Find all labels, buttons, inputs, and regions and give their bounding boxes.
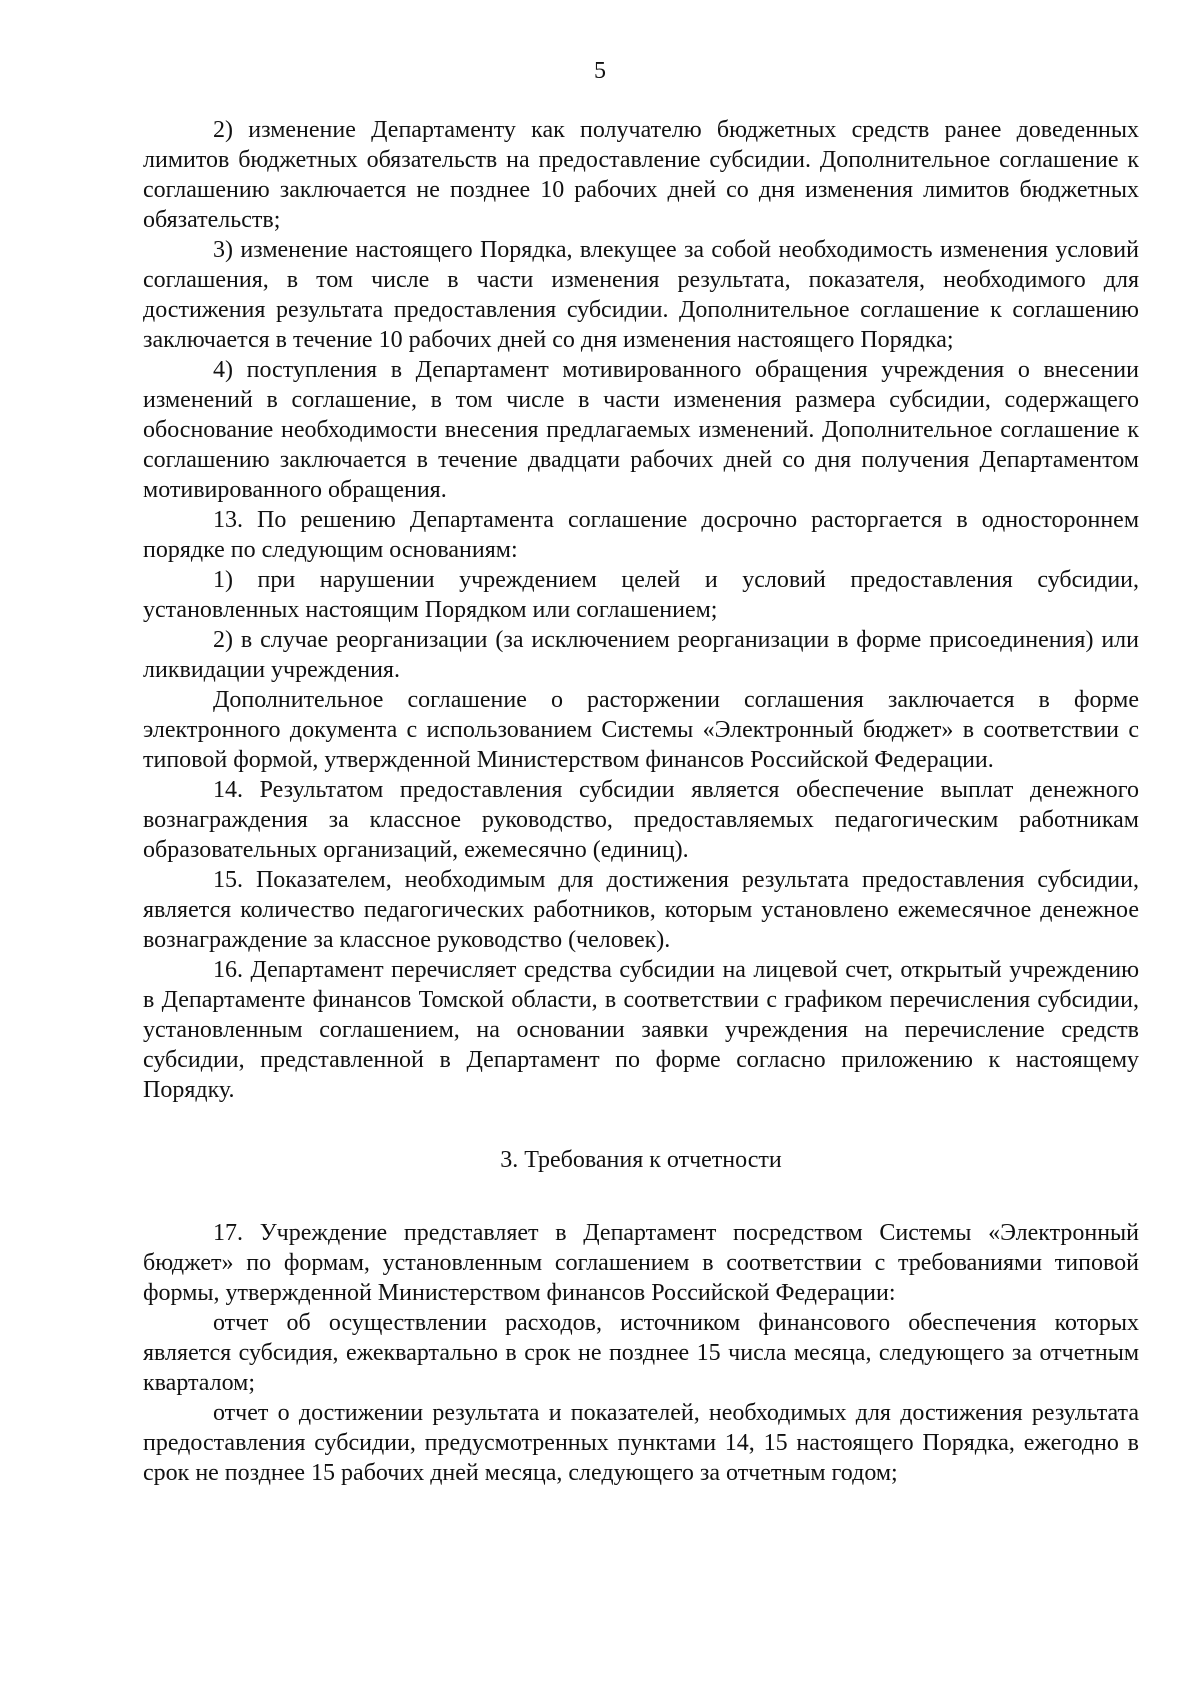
page-number: 5 <box>594 58 606 84</box>
paragraph-clause-17: 17. Учреждение представляет в Департамент посредством Системы «Электронный бюджет» по формам, установленным соглашением в соответствии с требованиями типовой формы, утвержденной Министерством финансов Российской Федерации: <box>143 1220 1139 1306</box>
paragraph-expense-report: отчет об осуществлении расходов, источником финансового обеспечения которых является субсидия, ежеквартально в срок не позднее 15 числа месяца, следующего за отчетным кварталом; <box>143 1310 1139 1396</box>
paragraph-item-3-procedure-change: 3) изменение настоящего Порядка, влекущее за собой необходимость изменения условий соглашения, в том числе в части изменения результата, показателя, необходимого для достижения результата предоставления субсидии. Дополнительное соглашение к соглашению заключается в течение 10 рабочих дней со дня изменения настоящего Порядка; <box>143 237 1139 353</box>
paragraph-clause-13: 13. По решению Департамента соглашение досрочно расторгается в одностороннем порядке по следующим основаниям: <box>143 507 1139 563</box>
paragraph-termination-agreement: Дополнительное соглашение о расторжении соглашения заключается в форме электронного документа с использованием Системы «Электронный бюджет» в соответствии с типовой формой, утвержденной Министерством финансов Российской Федерации. <box>143 687 1139 773</box>
paragraph-results-report: отчет о достижении результата и показателей, необходимых для достижения результата предоставления субсидии, предусмотренных пунктами 14, 15 настоящего Порядка, ежегодно в срок не позднее 15 рабочих дней месяца, следующего за отчетным годом; <box>143 1400 1139 1486</box>
section-heading: 3. Требования к отчетности <box>500 1147 782 1173</box>
paragraph-clause-15: 15. Показателем, необходимым для достижения результата предоставления субсидии, является количество педагогических работников, которым установлено ежемесячное денежное вознаграждение за классное руководство (человек). <box>143 867 1139 953</box>
paragraph-clause-13-item-2: 2) в случае реорганизации (за исключением реорганизации в форме присоединения) или ликвидации учреждения. <box>143 627 1139 683</box>
paragraph-clause-16: 16. Департамент перечисляет средства субсидии на лицевой счет, открытый учреждению в Департаменте финансов Томской области, в соответствии с графиком перечисления субсидии, установленным соглашением, на основании заявки учреждения на перечисление средств субсидии, представленной в Департамент по форме согласно приложению к настоящему Порядку. <box>143 957 1139 1103</box>
document-body <box>143 115 1139 1488</box>
paragraph-clause-14: 14. Результатом предоставления субсидии является обеспечение выплат денежного вознаграждения за классное руководство, предоставляемых педагогическим работникам образовательных организаций, ежемесячно (единиц). <box>143 777 1139 863</box>
paragraph-item-4-appeal: 4) поступления в Департамент мотивированного обращения учреждения о внесении изменений в соглашение, в том числе в части изменения размера субсидии, содержащего обоснование необходимости внесения предлагаемых изменений. Дополнительное соглашение к соглашению заключается в течение двадцати рабочих дней со дня получения Департаментом мотивированного обращения. <box>143 357 1139 503</box>
paragraph-item-2-limits: 2) изменение Департаменту как получателю бюджетных средств ранее доведенных лимитов бюджетных обязательств на предоставление субсидии. Дополнительное соглашение к соглашению заключается не позднее 10 рабочих дней со дня изменения лимитов бюджетных обязательств; <box>143 117 1139 233</box>
paragraph-clause-13-item-1: 1) при нарушении учреждением целей и условий предоставления субсидии, установленных настоящим Порядком или соглашением; <box>143 567 1139 623</box>
